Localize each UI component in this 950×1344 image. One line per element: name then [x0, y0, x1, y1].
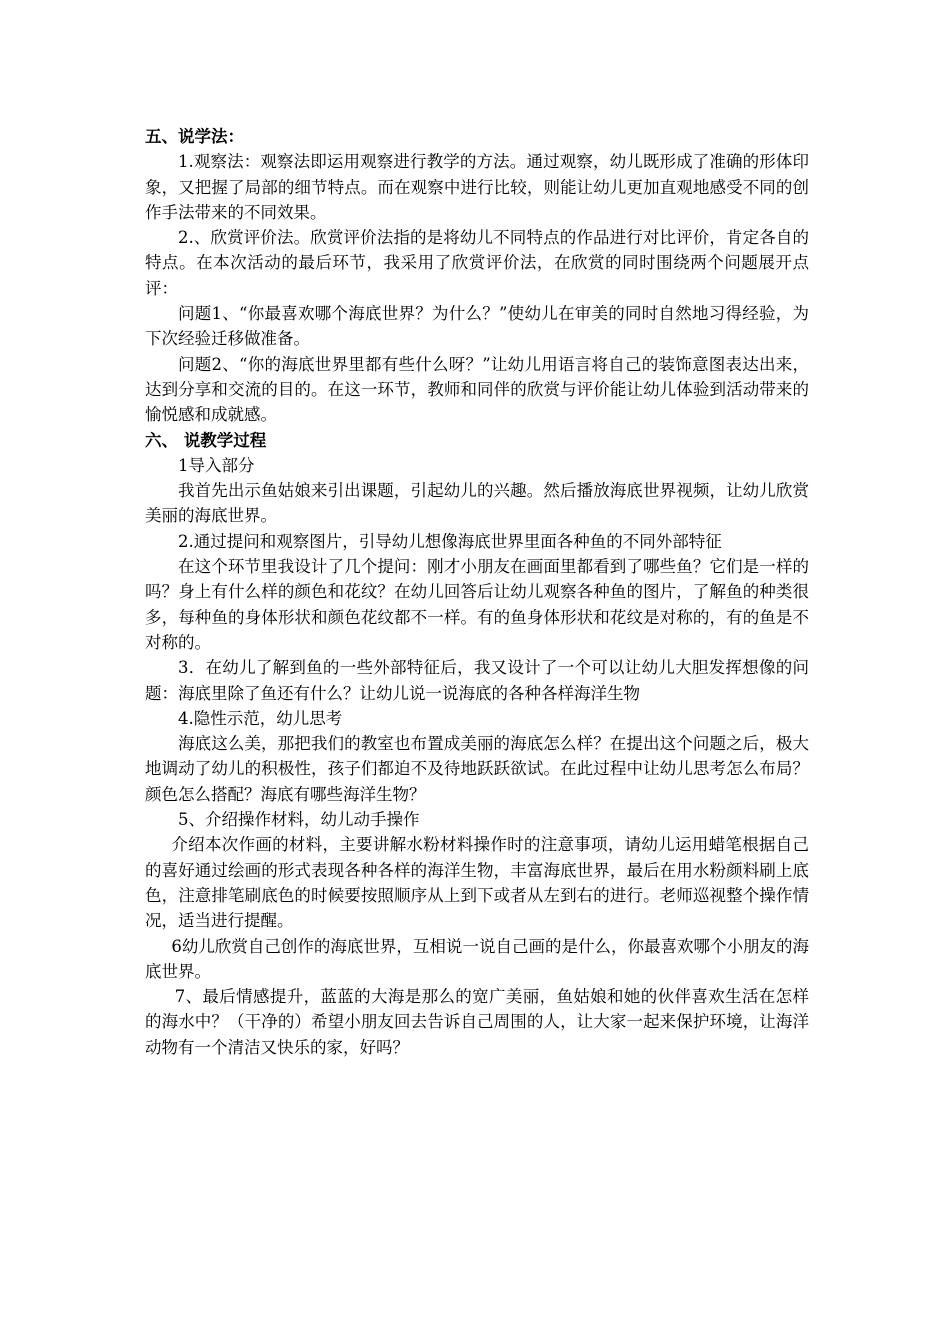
paragraph-step-3: 3．在幼儿了解到鱼的一些外部特征后，我又设计了一个可以让幼儿大胆发挥想像的问题：海底里除了鱼还有什么？让幼儿说一说海底的各种各样海洋生物 — [145, 658, 809, 703]
paragraph-introduction-title: 1导入部分 — [178, 455, 255, 475]
paragraph-step-2: 在这个环节里我设计了几个提问：刚才小朋友在画面里都看到了哪些鱼？它们是一样的吗？身上有什么样的颜色和花纹？在幼儿回答后让幼儿观察各种鱼的图片，了解鱼的种类很多，每种鱼的身体形状和颜色花纹都不一样。有的鱼身体形状和花纹是对称的，有的鱼是不对称的。 — [145, 557, 809, 652]
paragraph-question-1: 问题1、“你最喜欢哪个海底世界？为什么？”使幼儿在审美的同时自然地习得经验，为下次经验迁移做准备。 — [145, 304, 809, 349]
paragraph-observation-method: 1.观察法：观察法即运用观察进行教学的方法。通过观察，幼儿既形成了准确的形体印象，又把握了局部的细节特点。而在观察中进行比较，则能让幼儿更加直观地感受不同的创作手法带来的不同效果。 — [145, 152, 809, 222]
document-page — [145, 124, 809, 1060]
section-heading-learning-methods: 五、说学法： — [145, 127, 244, 146]
paragraph-step-7: 7、最后情感提升，蓝蓝的大海是那么的宽广美丽，鱼姑娘和她的伙伴喜欢生活在怎样的海水中？（干净的）希望小朋友回去告诉自己周围的人，让大家一起来保护环境，让海洋动物有一个清洁又快乐的家，好吗？ — [145, 987, 809, 1057]
paragraph-introduction: 我首先出示鱼姑娘来引出课题，引起幼儿的兴趣。然后播放海底世界视频，让幼儿欣赏美丽的海底世界。 — [145, 481, 809, 526]
paragraph-step-5-title: 5、介绍操作材料，幼儿动手操作 — [178, 810, 420, 830]
paragraph-step-6: 6幼儿欣赏自己创作的海底世界，互相说一说自己画的是什么，你最喜欢哪个小朋友的海底世界。 — [145, 936, 809, 981]
paragraph-step-5: 介绍本次作画的材料，主要讲解水粉材料操作时的注意事项，请幼儿运用蜡笔根据自己的喜好通过绘画的形式表现各种各样的海洋生物，丰富海底世界，最后在用水粉颜料刷上底色，注意排笔刷底色的时候要按照顺序从上到下或者从左到右的进行。老师巡视整个操作情况，适当进行提醒。 — [145, 835, 809, 931]
paragraph-step-2-title: 2.通过提问和观察图片，引导幼儿想像海底世界里面各种鱼的不同外部特征 — [178, 531, 722, 551]
paragraph-step-4: 海底这么美，那把我们的教室也布置成美丽的海底怎么样？在提出这个问题之后，极大地调动了幼儿的积极性，孩子们都迫不及待地跃跃欲试。在此过程中让幼儿思考怎么布局？颜色怎么搭配？海底有哪些海洋生物？ — [145, 734, 809, 804]
paragraph-question-2: 问题2、“你的海底世界里都有些什么呀？”让幼儿用语言将自己的装饰意图表达出来，达到分享和交流的目的。在这一环节，教师和同伴的欣赏与评价能让幼儿体验到活动带来的愉悦感和成就感。 — [145, 354, 809, 425]
paragraph-appreciation-method: 2.、欣赏评价法。欣赏评价法指的是将幼儿不同特点的作品进行对比评价，肯定各自的特点。在本次活动的最后环节，我采用了欣赏评价法，在欣赏的同时围绕两个问题展开点评： — [145, 228, 809, 298]
section-heading-teaching-process: 六、 说教学过程 — [145, 430, 267, 450]
paragraph-step-4-title: 4.隐性示范，幼儿思考 — [178, 708, 343, 728]
